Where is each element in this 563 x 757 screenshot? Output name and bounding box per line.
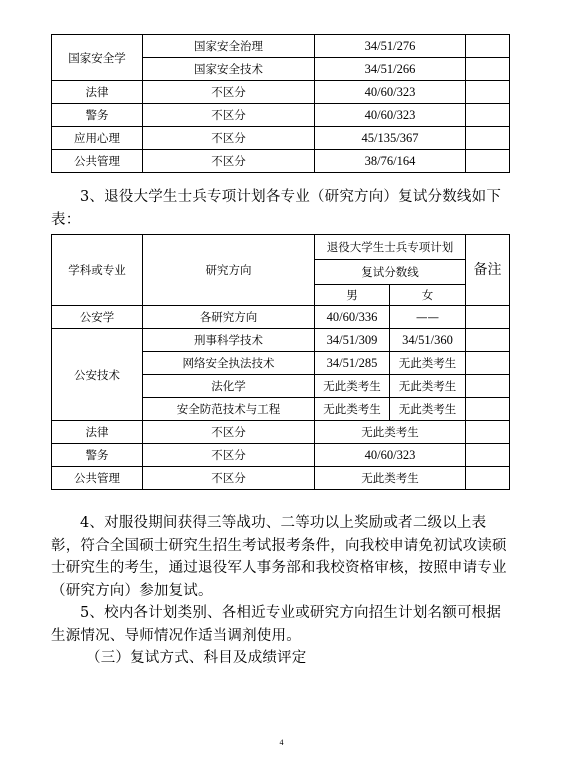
direction-cell: 不区分 <box>143 127 315 150</box>
note-cell <box>466 35 510 58</box>
score-cell: 38/76/164 <box>315 150 466 173</box>
header-plan-line1: 退役大学生士兵专项计划 <box>315 235 466 260</box>
direction-cell: 各研究方向 <box>143 306 315 329</box>
header-female: 女 <box>390 285 466 306</box>
table-row <box>52 104 510 127</box>
female-score-cell: 34/51/360 <box>390 329 466 352</box>
direction-cell: 刑事科学技术 <box>143 329 315 352</box>
merged-score-cell: 无此类考生 <box>315 467 466 490</box>
note-cell <box>466 329 510 352</box>
subject-cell: 警务 <box>52 104 143 127</box>
score-cell: 45/135/367 <box>315 127 466 150</box>
note-cell <box>466 398 510 421</box>
header-subject: 学科或专业 <box>52 235 143 306</box>
direction-cell: 不区分 <box>143 467 315 490</box>
direction-cell: 不区分 <box>143 421 315 444</box>
direction-cell: 不区分 <box>143 150 315 173</box>
header-direction: 研究方向 <box>143 235 315 306</box>
female-score-cell: 无此类考生 <box>390 398 466 421</box>
score-cell: 34/51/276 <box>315 35 466 58</box>
direction-cell: 网络安全执法技术 <box>143 352 315 375</box>
header-note: 备注 <box>466 235 510 306</box>
direction-cell: 不区分 <box>143 444 315 467</box>
score-table-veteran <box>51 234 510 490</box>
subject-cell: 公安学 <box>52 306 143 329</box>
male-score-cell: 无此类考生 <box>315 375 390 398</box>
table-row <box>52 306 510 329</box>
direction-cell: 安全防范技术与工程 <box>143 398 315 421</box>
header-row <box>52 235 510 260</box>
table-row <box>52 81 510 104</box>
page-number: 4 <box>279 738 284 747</box>
score-cell: 40/60/323 <box>315 104 466 127</box>
female-score-cell: 无此类考生 <box>390 375 466 398</box>
paragraph-5: 5、校内各计划类别、各相近专业或研究方向招生计划名额可根据生源情况、导师情况作适当调剂使用。 <box>51 605 502 644</box>
subject-cell: 应用心理 <box>52 127 143 150</box>
merged-score-cell: 无此类考生 <box>315 421 466 444</box>
note-cell <box>466 444 510 467</box>
table-row <box>52 150 510 173</box>
note-cell <box>466 467 510 490</box>
subject-cell: 国家安全学 <box>52 35 143 81</box>
female-score-cell: 无此类考生 <box>390 352 466 375</box>
score-table-general <box>51 34 510 173</box>
score-cell: 34/51/266 <box>315 58 466 81</box>
subject-cell: 公共管理 <box>52 467 143 490</box>
note-cell <box>466 104 510 127</box>
direction-cell: 法化学 <box>143 375 315 398</box>
subject-cell: 公共管理 <box>52 150 143 173</box>
note-cell <box>466 375 510 398</box>
table-row <box>52 421 510 444</box>
direction-cell: 不区分 <box>143 104 315 127</box>
note-cell <box>466 127 510 150</box>
male-score-cell: 40/60/336 <box>315 306 390 329</box>
subject-cell: 法律 <box>52 421 143 444</box>
merged-score-cell: 40/60/323 <box>315 444 466 467</box>
paragraph-3: 3、退役大学生士兵专项计划各专业（研究方向）复试分数线如下表： <box>51 189 502 228</box>
table-row <box>52 444 510 467</box>
direction-cell: 国家安全治理 <box>143 35 315 58</box>
paragraph-4: 4、对服役期间获得三等战功、二等功以上奖励或者二级以上表彰，符合全国硕士研究生招生考试报考条件，向我校申请免初试攻读硕士研究生的考生，通过退役军人事务部和我校资格审核，按照申请专业（研究方向）参加复试。 <box>51 515 507 599</box>
subject-cell: 法律 <box>52 81 143 104</box>
note-cell <box>466 421 510 444</box>
female-score-cell: —— <box>390 306 466 329</box>
table-row <box>52 467 510 490</box>
note-cell <box>466 150 510 173</box>
note-cell <box>466 58 510 81</box>
direction-cell: 不区分 <box>143 81 315 104</box>
male-score-cell: 无此类考生 <box>315 398 390 421</box>
table-row <box>52 127 510 150</box>
subject-cell: 公安技术 <box>52 329 143 421</box>
header-male: 男 <box>315 285 390 306</box>
section-heading-3: （三）复试方式、科目及成绩评定 <box>86 650 307 666</box>
direction-cell: 国家安全技术 <box>143 58 315 81</box>
table-row <box>52 35 510 58</box>
note-cell <box>466 81 510 104</box>
subject-cell: 警务 <box>52 444 143 467</box>
male-score-cell: 34/51/285 <box>315 352 390 375</box>
note-cell <box>466 352 510 375</box>
score-cell: 40/60/323 <box>315 81 466 104</box>
table-row <box>52 329 510 352</box>
male-score-cell: 34/51/309 <box>315 329 390 352</box>
header-plan-line2: 复试分数线 <box>315 260 466 285</box>
note-cell <box>466 306 510 329</box>
